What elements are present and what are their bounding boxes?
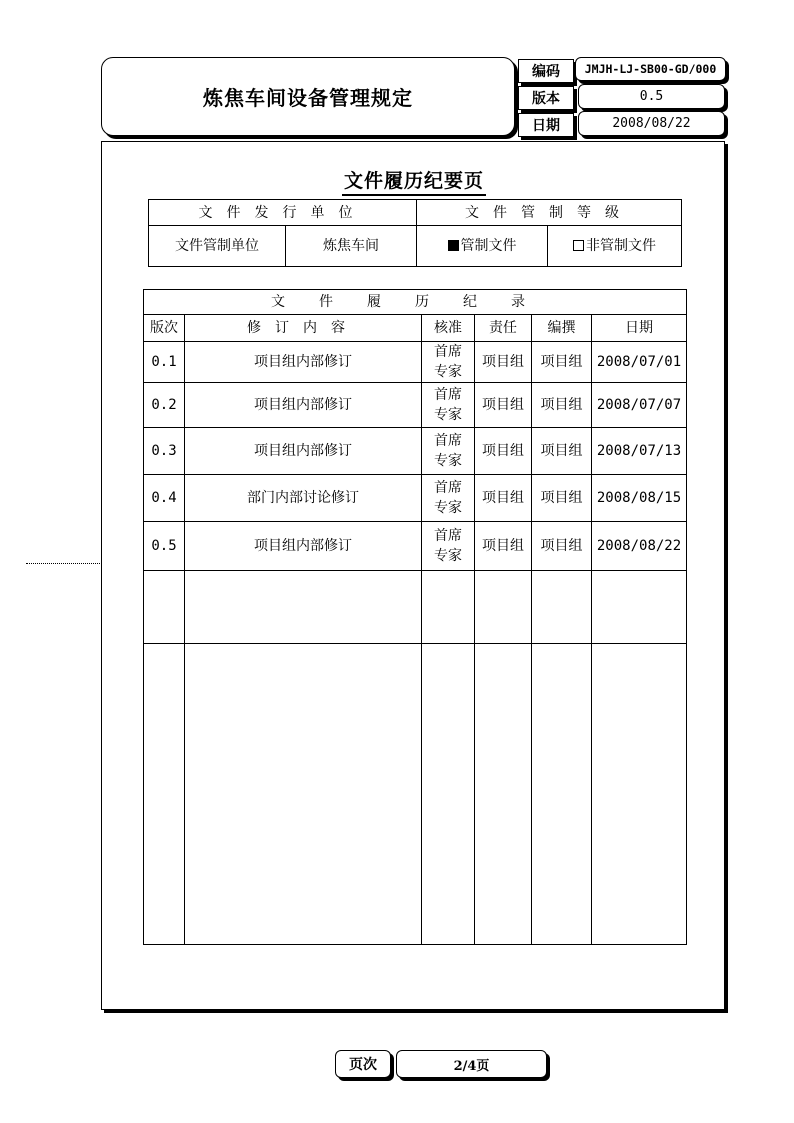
code-label-box: [518, 59, 574, 83]
row-approve: 首席 专家: [422, 342, 475, 383]
table-row: [144, 522, 687, 571]
row-approve: 首席 专家: [422, 475, 475, 522]
table-row: [144, 475, 687, 522]
row-editor: 项目组: [532, 475, 592, 522]
header-title-box: [101, 57, 515, 136]
row-owner: 项目组: [475, 522, 532, 571]
row-approve: 首席 专家: [422, 522, 475, 571]
history-header-row: [144, 315, 687, 342]
unchecked-square-icon: [573, 240, 584, 251]
page-value-box: [396, 1050, 547, 1078]
row-content: 项目组内部修订: [185, 522, 422, 571]
history-title: 文件履历纪录: [144, 290, 687, 315]
row-approve: 首席 专家: [422, 428, 475, 475]
margin-dotted-line: [26, 563, 100, 564]
uncontrolled-option: [548, 226, 682, 267]
controlled-option: [417, 226, 548, 267]
code-value: JMJH-LJ-SB00-GD/000: [584, 62, 717, 76]
version-value-box: [578, 84, 725, 109]
controlled-label: 管制文件: [460, 238, 517, 254]
issue-unit-label: 文件管制单位: [149, 226, 286, 267]
version-label-box: [518, 86, 574, 110]
table-row: [144, 428, 687, 475]
doc-title-wrap: [300, 168, 528, 194]
col-header-owner: 责任: [475, 315, 532, 342]
row-date: 2008/07/13: [592, 428, 687, 475]
issue-control-table: [148, 199, 682, 267]
checked-square-icon: [448, 240, 459, 251]
row-version: 0.4: [144, 475, 185, 522]
row-date: 2008/08/15: [592, 475, 687, 522]
page-label-box: [335, 1050, 391, 1078]
version-value: 0.5: [639, 89, 664, 104]
row-content: 项目组内部修订: [185, 428, 422, 475]
row-editor: 项目组: [532, 342, 592, 383]
code-label: 编码: [532, 64, 560, 80]
table-row: [144, 383, 687, 428]
col-header-content: 修订内容: [185, 315, 422, 342]
row-version: 0.3: [144, 428, 185, 475]
document-title: 炼焦车间设备管理规定: [203, 86, 413, 110]
version-label: 版本: [532, 91, 560, 107]
issue-unit-header: 文件发行单位: [149, 200, 417, 226]
col-header-approve: 核准: [422, 315, 475, 342]
row-owner: 项目组: [475, 475, 532, 522]
issue-unit-value: 炼焦车间: [286, 226, 417, 267]
col-header-date: 日期: [592, 315, 687, 342]
code-value-box: [575, 57, 726, 81]
control-level-header: 文件管制等级: [417, 200, 682, 226]
row-date: 2008/07/01: [592, 342, 687, 383]
row-editor: 项目组: [532, 428, 592, 475]
row-editor: 项目组: [532, 522, 592, 571]
row-date: 2008/08/22: [592, 522, 687, 571]
row-owner: 项目组: [475, 342, 532, 383]
row-approve: 首席 专家: [422, 383, 475, 428]
date-label-box: [518, 113, 574, 137]
col-header-editor: 编撰: [532, 315, 592, 342]
row-owner: 项目组: [475, 383, 532, 428]
uncontrolled-label: 非管制文件: [586, 238, 656, 254]
history-table: [143, 289, 687, 945]
row-content: 项目组内部修订: [185, 383, 422, 428]
doc-title: 文件履历纪要页: [342, 166, 486, 196]
page-label: 页次: [349, 1057, 377, 1073]
date-value: 2008/08/22: [612, 116, 691, 131]
row-version: 0.1: [144, 342, 185, 383]
date-value-box: [578, 111, 725, 136]
empty-row: [144, 571, 687, 644]
row-version: 0.5: [144, 522, 185, 571]
empty-row: [144, 644, 687, 945]
date-label: 日期: [532, 118, 560, 134]
row-content: 部门内部讨论修订: [185, 475, 422, 522]
page-value: 2/4页: [453, 1058, 490, 1074]
row-owner: 项目组: [475, 428, 532, 475]
table-row: [144, 342, 687, 383]
row-content: 项目组内部修订: [185, 342, 422, 383]
col-header-version: 版次: [144, 315, 185, 342]
row-editor: 项目组: [532, 383, 592, 428]
row-date: 2008/07/07: [592, 383, 687, 428]
row-version: 0.2: [144, 383, 185, 428]
